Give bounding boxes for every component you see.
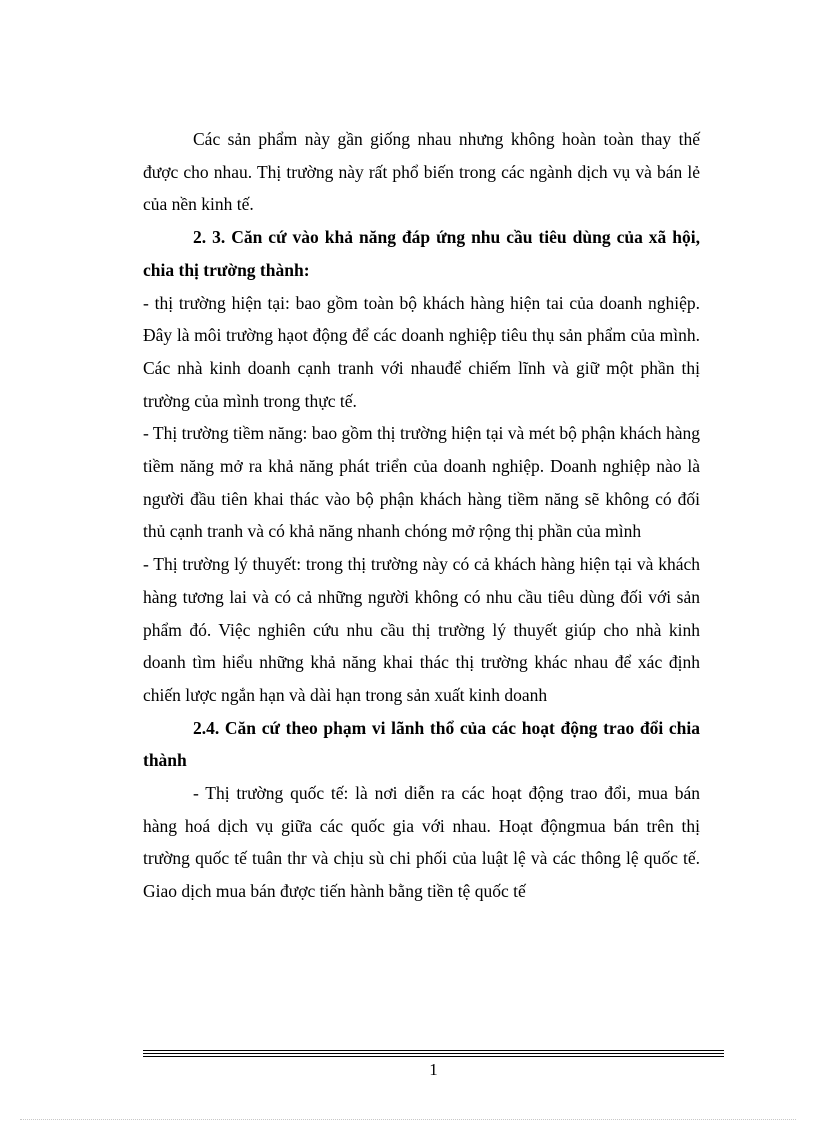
page-number: 1 [429,1060,438,1079]
heading-2-3: 2. 3. Căn cứ vào khả năng đáp ứng nhu cầu tiêu dùng của xã hội, chia thị trường thành: [143,227,700,280]
paragraph-current-market: - thị trường hiện tại: bao gồm toàn bộ khách hàng hiện tai của doanh nghiệp. Đây là môi trường hạot động để các doanh nghiệp tiêu thụ sản phẩm của mình. Các nhà kinh doanh cạnh tranh với nhauđể chiếm lĩnh và giữ một phần thị trường của mình trong thực tế. [143,292,700,411]
document-body [143,123,700,908]
paragraph-potential-market: - Thị trường tiềm năng: bao gồm thị trường hiện tại và mét bộ phận khách hàng tiềm năng mở ra khả năng phát triển của doanh nghiệp. Doanh nghiệp nào là người đầu tiên khai thác vào bộ phận khách hàng tiềm năng sẽ không có đối thủ cạnh tranh và có khả năng nhanh chóng mở rộng thị phần của mình [143,423,700,542]
paragraph-international-market: - Thị trường quốc tế: là nơi diễn ra các hoạt động trao đổi, mua bán hàng hoá dịch vụ giữa các quốc gia với nhau. Hoạt độngmua bán trên thị trường quốc tế tuân thr và chịu sù chi phối của luật lệ và các thông lệ quốc tế. Giao dịch mua bán được tiến hành bằng tiền tệ quốc tế [143,783,700,902]
paragraph-theoretical-market: - Thị trường lý thuyết: trong thị trường này có cả khách hàng hiện tại và khách hàng tương lai và có cả những người không có nhu cầu tiêu dùng đối với sản phẩm đó. Việc nghiên cứu nhu cầu thị trường lý thuyết giúp cho nhà kinh doanh tìm hiểu những khả năng khai thác thị trường khác nhau để xác định chiến lược ngắn hạn và dài hạn trong sản xuất kinh doanh [143,554,700,705]
paragraph-substitute-products: Các sản phẩm này gần giống nhau nhưng không hoàn toàn thay thế được cho nhau. Thị trường này rất phổ biến trong các ngành dịch vụ và bán lẻ của nền kinh tế. [143,129,700,215]
footer-rule [143,1056,724,1057]
heading-2-4: 2.4. Căn cứ theo phạm vi lãnh thổ của các hoạt động trao đổi chia thành [143,717,700,771]
page-edge-divider [20,1119,796,1120]
footer-rule [143,1050,724,1051]
footer-rule [143,1053,724,1054]
